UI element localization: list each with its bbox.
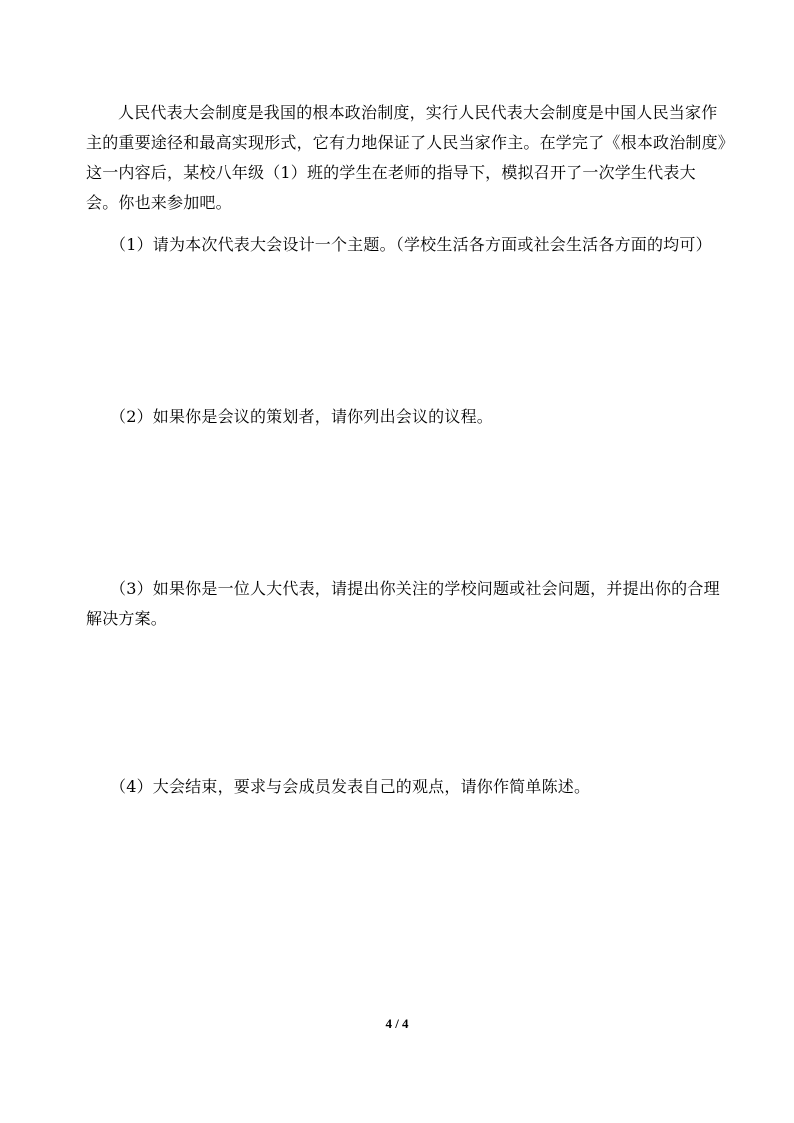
question-3: （3）如果你是一位人大代表，请提出你关注的学校问题或社会问题，并提出你的合理解决方案。 [86,579,720,628]
question-1: （1）请为本次代表大会设计一个主题。（学校生活各方面或社会生活各方面的均可） [110,235,712,254]
answer-space-3[interactable] [86,636,726,762]
intro-paragraph: 人民代表大会制度是我国的根本政治制度，实行人民代表大会制度是中国人民当家作主的重要途径和最高实现形式，它有力地保证了人民当家作主。在学完了《根本政治制度》这一内容后，某校八年级（1）班的学生在老师的指导下，模拟召开了一次学生代表大会。你也来参加吧。 [86,103,727,212]
answer-space-2[interactable] [86,434,726,564]
page-number: 4 / 4 [385,1016,409,1031]
answer-space-4[interactable] [86,804,726,1004]
answer-space-1[interactable] [86,262,726,392]
question-2: （2）如果你是会议的策划者，请你列出会议的议程。 [110,407,493,426]
question-4: （4）大会结束，要求与会成员发表自己的观点，请你作简单陈述。 [110,777,591,796]
